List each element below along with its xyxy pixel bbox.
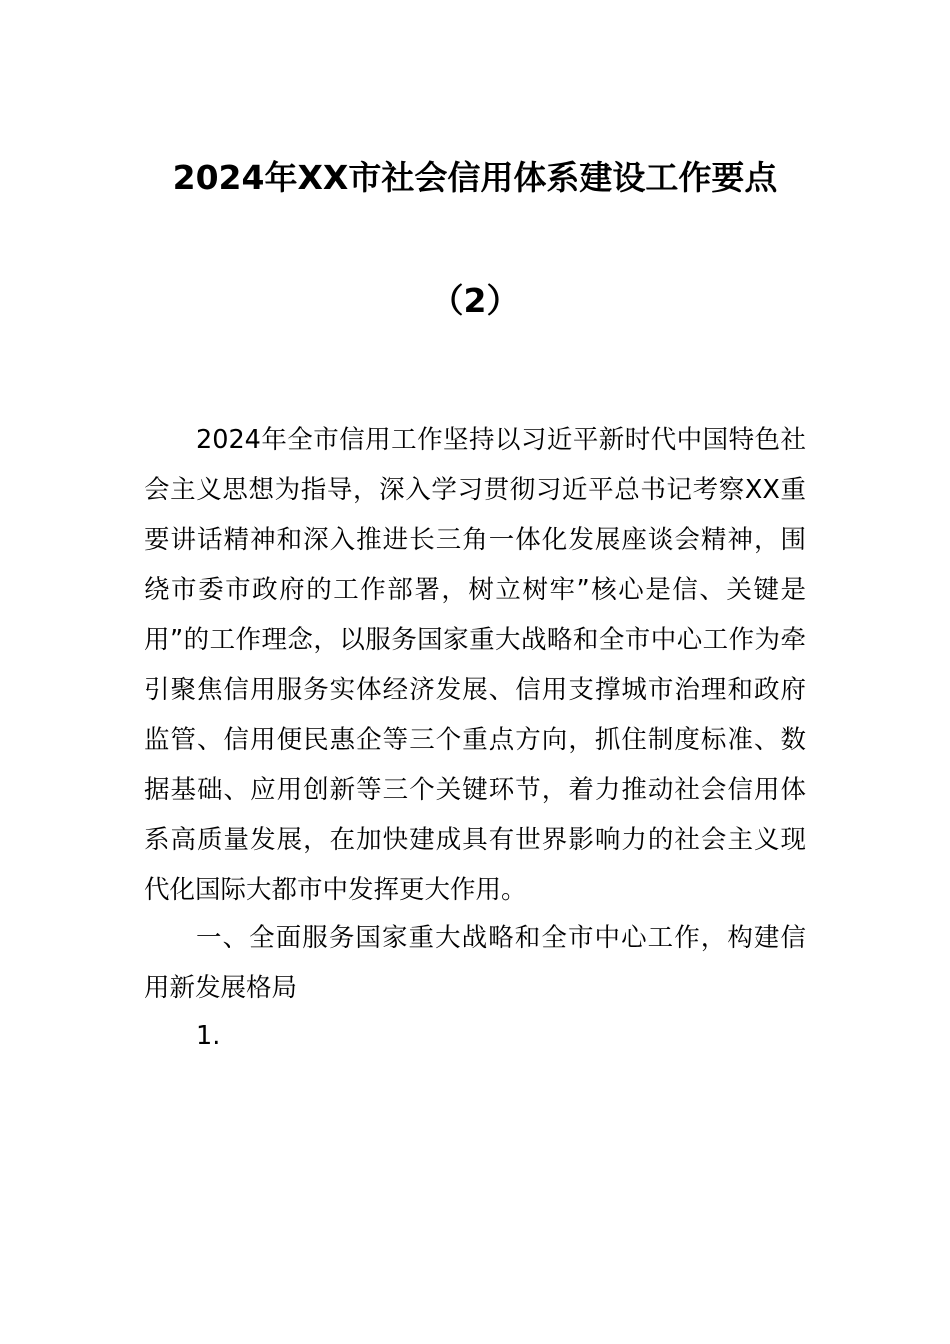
list-item-1: 1. bbox=[196, 1021, 221, 1051]
document-title: 2024年XX市社会信用体系建设工作要点 bbox=[172, 158, 778, 197]
section-heading-1: 一、全面服务国家重大战略和全市中心工作，构建信用新发展格局 bbox=[144, 923, 806, 1003]
intro-paragraph: 2024年全市信用工作坚持以习近平新时代中国特色社会主义思想为指导，深入学习贯彻习近平总书记考察XX重要讲话精神和深入推进长三角一体化发展座谈会精神，围绕市委市政府的工作部署，树立树牢”核心是信、关键是用”的工作理念，以服务国家重大战略和全市中心工作为牵引聚焦信用服务实体经济发展、信用支撑城市治理和政府监管、信用便民惠企等三个重点方向，抓住制度标准、数据基础、应用创新等三个关键环节，着力推动社会信用体系高质量发展，在加快建成具有世界影响力的社会主义现代化国际大都市中发挥更大作用。 bbox=[144, 425, 806, 905]
document-subtitle: （2） bbox=[430, 281, 520, 320]
